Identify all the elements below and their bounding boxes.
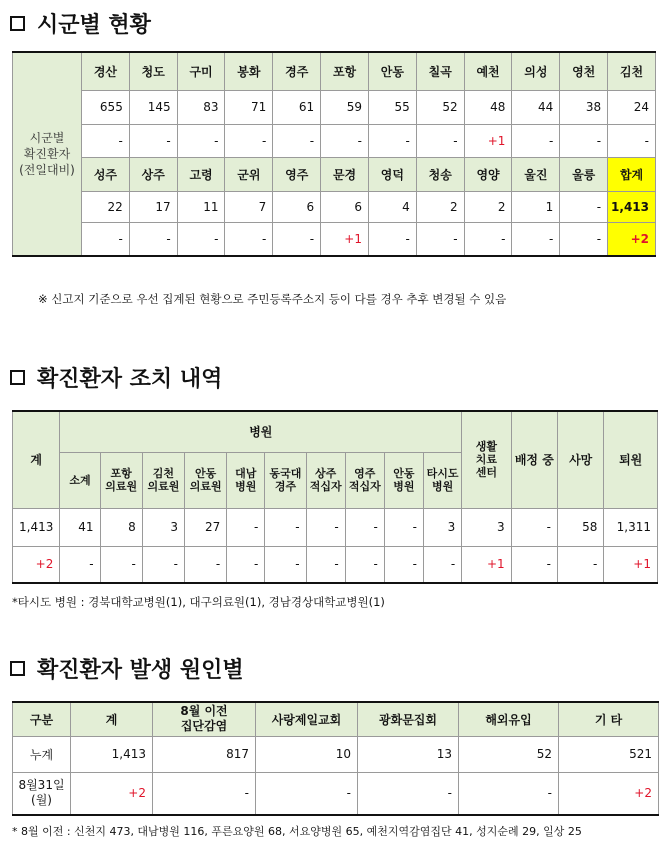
region-value: 2 [416, 191, 464, 222]
region-name: 영주 [273, 157, 321, 191]
region-value: - [368, 222, 416, 256]
action-value: 1,413 [13, 508, 60, 546]
region-value: - [82, 124, 130, 157]
col-subhospital [345, 452, 384, 508]
region-value: 655 [82, 90, 130, 124]
action-value: +1 [604, 546, 658, 583]
region-value: - [273, 222, 321, 256]
region-name: 성주 [82, 157, 130, 191]
table-row [13, 772, 659, 815]
table-row [13, 508, 658, 546]
region-value: - [608, 124, 656, 157]
col-header: 사랑제일교회 [256, 702, 358, 736]
action-value: - [227, 508, 265, 546]
hospital-note: *타시도 병원 : 경북대학교병원(1), 대구의료원(1), 경남경상대학교병원(1) [12, 595, 385, 609]
region-value: 17 [129, 191, 177, 222]
cause-value: 10 [256, 736, 358, 772]
action-value: - [558, 546, 604, 583]
col-center [462, 411, 511, 508]
region-name: 청송 [416, 157, 464, 191]
region-value: 24 [608, 90, 656, 124]
col-subhospital [60, 452, 100, 508]
region-name: 고령 [177, 157, 225, 191]
cause-value: +2 [71, 772, 153, 815]
row-label: 누계 [13, 736, 71, 772]
region-name: 예천 [464, 52, 512, 90]
region-value: - [177, 222, 225, 256]
cell-line: 동국대 [269, 467, 302, 480]
cell-line: 영주 [354, 467, 376, 480]
table-row [13, 52, 656, 90]
action-value: - [423, 546, 461, 583]
region-value: - [273, 124, 321, 157]
region-value: 83 [177, 90, 225, 124]
region-name: 문경 [321, 157, 369, 191]
table-row [13, 124, 656, 157]
patient-action-table [12, 410, 658, 584]
region-value: 1,413 [608, 191, 656, 222]
cause-note: * 8월 이전 : 신천지 473, 대남병원 116, 푸른요양원 68, 서요양병원 65, 예천지역감염집단 41, 성지순례 29, 일상 25 [12, 825, 582, 838]
region-value: - [464, 222, 512, 256]
region-name: 상주 [129, 157, 177, 191]
col-hospital: 병원 [60, 411, 462, 452]
col-subhospital [384, 452, 423, 508]
cell-line: 포항 [110, 467, 132, 480]
side-label [13, 52, 82, 256]
region-name: 합계 [608, 157, 656, 191]
col-assign: 배정 중 [511, 411, 557, 508]
table-row [13, 191, 656, 222]
cell-line: (월) [31, 793, 52, 808]
table-row [13, 411, 658, 452]
region-value: - [416, 222, 464, 256]
action-value: 3 [142, 508, 184, 546]
action-value: - [384, 546, 423, 583]
region-name: 김천 [608, 52, 656, 90]
region-value: +1 [464, 124, 512, 157]
col-subhospital [185, 452, 227, 508]
region-value: - [560, 222, 608, 256]
cell-line: 병원 [393, 480, 415, 493]
cell-line: 안동 [195, 467, 217, 480]
row-label [13, 772, 71, 815]
table-row [13, 90, 656, 124]
region-value: 22 [82, 191, 130, 222]
action-value: 1,311 [604, 508, 658, 546]
action-value: - [265, 508, 306, 546]
cause-value: 521 [559, 736, 659, 772]
col-header: 구분 [13, 702, 71, 736]
action-value: - [511, 508, 557, 546]
region-value: 55 [368, 90, 416, 124]
col-subhospital [227, 452, 265, 508]
region-value: 6 [273, 191, 321, 222]
cause-value: 817 [153, 736, 256, 772]
region-value: 4 [368, 191, 416, 222]
col-header: 해외유입 [459, 702, 559, 736]
col-header [153, 702, 256, 736]
cell-line: 안동 [393, 467, 415, 480]
region-name: 경주 [273, 52, 321, 90]
action-value: 58 [558, 508, 604, 546]
region-value: 61 [273, 90, 321, 124]
cause-value: - [358, 772, 459, 815]
region-name: 영천 [560, 52, 608, 90]
cell-line: 적십자 [309, 480, 342, 493]
table-row [13, 222, 656, 256]
checkbox-square-icon [10, 661, 25, 676]
col-discharge: 퇴원 [604, 411, 658, 508]
section2-heading [10, 362, 222, 393]
cause-value: +2 [559, 772, 659, 815]
cell-line: 8월 이전 [180, 704, 228, 719]
region-value: - [177, 124, 225, 157]
action-value: - [511, 546, 557, 583]
region-value: - [129, 124, 177, 157]
region-value: 1 [512, 191, 560, 222]
region-name: 구미 [177, 52, 225, 90]
cell-line: 시군별 [29, 131, 65, 145]
region-value: - [225, 222, 273, 256]
cell-line: 경주 [274, 480, 297, 493]
region-value: 38 [560, 90, 608, 124]
cell-line: 병원 [235, 480, 257, 493]
cell-line: 상주 [315, 467, 337, 480]
region-value: 11 [177, 191, 225, 222]
section1-title: 시군별 현황 [37, 13, 151, 38]
action-value: - [345, 508, 384, 546]
action-value: +1 [462, 546, 511, 583]
table-row [13, 546, 658, 583]
col-subhospital [142, 452, 184, 508]
region-value: - [225, 124, 273, 157]
region-value: - [512, 222, 560, 256]
cause-value: 52 [459, 736, 559, 772]
region-name: 영양 [464, 157, 512, 191]
region-value: 48 [464, 90, 512, 124]
checkbox-square-icon [10, 16, 25, 31]
action-value: - [345, 546, 384, 583]
col-header: 계 [71, 702, 153, 736]
region-name: 봉화 [225, 52, 273, 90]
table-row [13, 736, 659, 772]
region-value: 6 [321, 191, 369, 222]
region-value: - [368, 124, 416, 157]
region-name: 울진 [512, 157, 560, 191]
checkbox-square-icon [10, 370, 25, 385]
region-value: - [512, 124, 560, 157]
col-total: 계 [13, 411, 60, 508]
region-name: 안동 [368, 52, 416, 90]
cell-line: 치료 [475, 453, 498, 467]
cause-value: - [153, 772, 256, 815]
infection-cause-table [12, 701, 659, 816]
cell-line: 적십자 [348, 480, 381, 493]
region-name: 울릉 [560, 157, 608, 191]
action-value: 3 [462, 508, 511, 546]
cell-line: 대남 [235, 467, 257, 480]
region-value: - [321, 124, 369, 157]
action-value: - [306, 546, 345, 583]
region-name: 칠곡 [416, 52, 464, 90]
section1-heading [10, 8, 151, 39]
col-header: 광화문집회 [358, 702, 459, 736]
region-name: 영덕 [368, 157, 416, 191]
cell-line: 확진환자 [23, 147, 71, 161]
region-value: 145 [129, 90, 177, 124]
col-header: 기 타 [559, 702, 659, 736]
region-value: - [82, 222, 130, 256]
action-value: - [227, 546, 265, 583]
cell-line: 타시도 [426, 467, 459, 480]
action-value: 3 [423, 508, 461, 546]
action-value: - [306, 508, 345, 546]
region-value: - [560, 124, 608, 157]
table-row [13, 702, 659, 736]
cell-line: 센터 [475, 466, 498, 480]
region-value: 7 [225, 191, 273, 222]
action-value: 8 [100, 508, 142, 546]
action-value: - [384, 508, 423, 546]
action-value: - [100, 546, 142, 583]
region-name: 경산 [82, 52, 130, 90]
col-subhospital [100, 452, 142, 508]
cell-line: 8월31일 [18, 778, 65, 793]
section3-title: 확진환자 발생 원인별 [37, 658, 244, 683]
cell-line: 병원 [431, 480, 454, 493]
col-subhospital [265, 452, 306, 508]
cause-value: - [256, 772, 358, 815]
action-value: 41 [60, 508, 100, 546]
cell-line: 의료원 [105, 480, 138, 493]
cell-line: 의료원 [147, 480, 180, 493]
region-name: 청도 [129, 52, 177, 90]
action-value: +2 [13, 546, 60, 583]
cause-value: 1,413 [71, 736, 153, 772]
col-subhospital [306, 452, 345, 508]
region-value: 2 [464, 191, 512, 222]
section2-title: 확진환자 조치 내역 [37, 367, 223, 392]
region-value: 71 [225, 90, 273, 124]
col-subhospital [423, 452, 461, 508]
cell-line: 생활 [475, 440, 498, 454]
region-value: +1 [321, 222, 369, 256]
region-value: 59 [321, 90, 369, 124]
region-name: 포항 [321, 52, 369, 90]
region-name: 의성 [512, 52, 560, 90]
cell-line: 소계 [69, 473, 91, 487]
action-value: - [142, 546, 184, 583]
cell-line: 집단감염 [180, 719, 228, 734]
action-value: - [60, 546, 100, 583]
col-death: 사망 [558, 411, 604, 508]
action-value: - [265, 546, 306, 583]
cause-value: - [459, 772, 559, 815]
region-note: ※ 신고지 기준으로 우선 집계된 현황으로 주민등록주소지 등이 다를 경우 추후 변경될 수 있음 [38, 292, 507, 306]
action-value: 27 [185, 508, 227, 546]
section3-heading [10, 653, 244, 684]
region-value: - [129, 222, 177, 256]
region-value: 52 [416, 90, 464, 124]
region-value: - [416, 124, 464, 157]
region-name: 군위 [225, 157, 273, 191]
cell-line: (전일대비) [19, 163, 75, 177]
cause-value: 13 [358, 736, 459, 772]
region-value: - [560, 191, 608, 222]
action-value: - [185, 546, 227, 583]
table-row [13, 157, 656, 191]
cell-line: 김천 [152, 467, 175, 480]
region-value: +2 [608, 222, 656, 256]
cell-line: 의료원 [189, 480, 222, 493]
region-value: 44 [512, 90, 560, 124]
region-status-table [12, 51, 656, 257]
